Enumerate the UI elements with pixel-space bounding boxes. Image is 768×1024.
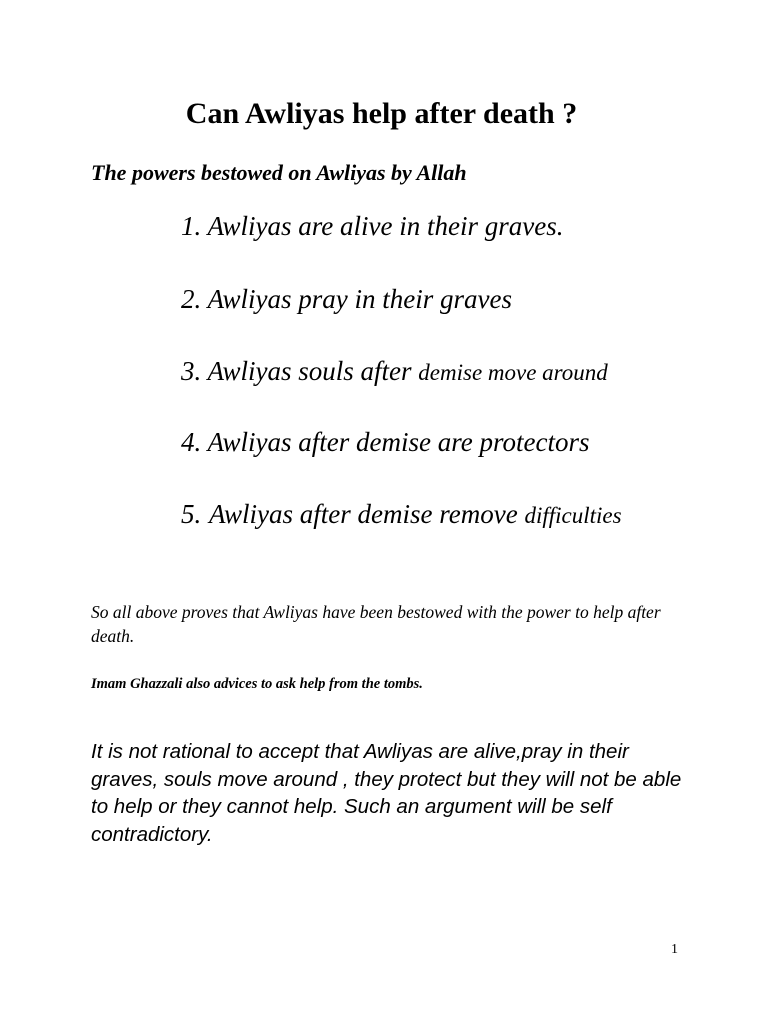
- imam-ghazzali-note: Imam Ghazzali also advices to ask help from the tombs.: [91, 676, 423, 692]
- list-item-number: 5.: [181, 499, 202, 529]
- list-item-number: 2.: [181, 284, 202, 314]
- list-item-number: 1.: [181, 211, 202, 241]
- list-item-number: 3.: [181, 356, 202, 386]
- conclusion-paragraph: So all above proves that Awliyas have been bestowed with the power to help after death.: [91, 602, 661, 646]
- list-item-number: 4.: [181, 427, 202, 457]
- document-subtitle: The powers bestowed on Awliyas by Allah: [91, 160, 467, 185]
- list-item: [181, 424, 589, 462]
- list-item-text-small: difficulties: [524, 503, 622, 528]
- argument-paragraph: It is not rational to accept that Awliyas are alive,pray in their graves, souls move around , they protect but they will not be able to help or they cannot help. Such an argument will be self contradictory.: [91, 740, 682, 846]
- list-item-text: Awliyas souls after: [201, 356, 419, 386]
- list-item: [181, 353, 608, 391]
- list-item: [181, 281, 512, 319]
- page-number: 1: [671, 942, 678, 957]
- list-item: [181, 496, 622, 534]
- list-item-text: Awliyas after demise remove: [209, 499, 525, 529]
- list-item-text-small: demise move around: [418, 360, 608, 385]
- list-item-text: Awliyas are alive in their graves.: [201, 211, 564, 241]
- list-item-text: Awliyas after demise are protectors: [201, 427, 590, 457]
- list-item-text: Awliyas pray in their graves: [201, 284, 512, 314]
- document-title: Can Awliyas help after death ?: [185, 97, 578, 130]
- list-item: [181, 208, 563, 246]
